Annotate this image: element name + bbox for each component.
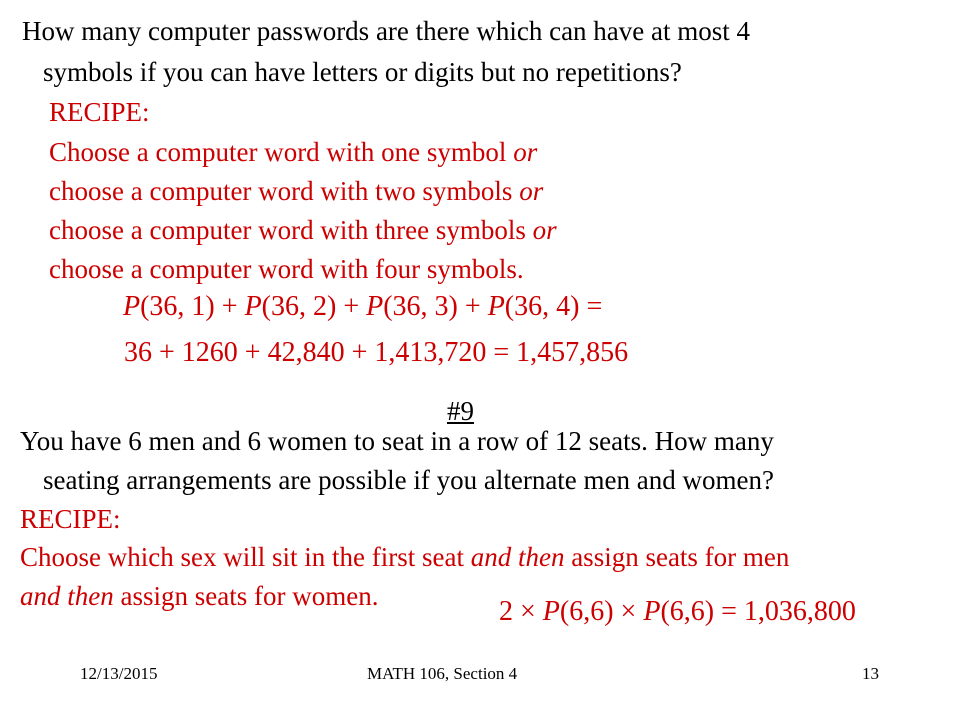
recipe-2-line-2 (20, 583, 378, 610)
recipe-2-line-1-a: Choose which sex will sit in the first seat (20, 542, 471, 572)
formula-2 (499, 598, 856, 626)
recipe-1-line-2 (49, 178, 543, 205)
question-1-line-2: symbols if you can have letters or digits but no repetitions? (43, 57, 682, 87)
recipe-1-line-2-text: choose a computer word with two symbols (49, 176, 513, 206)
formula-1-result: 36 + 1260 + 42,840 + 1,413,720 = 1,457,856 (124, 337, 629, 368)
formula-1-p3: P (366, 291, 384, 322)
footer-page-number: 13 (862, 664, 879, 683)
recipe-2-line-2-b: assign seats for women. (113, 581, 379, 611)
recipe-1-line-4 (49, 256, 524, 283)
formula-1-term-4: (36, 4) = (504, 291, 603, 322)
recipe-1-line-3 (49, 217, 557, 244)
recipe-1-line-4-text: choose a computer word with four symbols. (49, 254, 524, 284)
formula-2-p1: P (542, 596, 560, 627)
recipe-1-line-3-text: choose a computer word with three symbols (49, 215, 526, 245)
formula-1-term-3: (36, 3) + (383, 291, 488, 322)
formula-1 (123, 293, 602, 321)
problem-number: #9 (447, 396, 474, 426)
recipe-1-line-2-conj: or (519, 176, 544, 206)
recipe-1-line-3-conj: or (532, 215, 557, 245)
recipe-1-line-1-text: Choose a computer word with one symbol (49, 137, 507, 167)
formula-1-term-1: (36, 1) + (140, 291, 245, 322)
formula-2-b: (6,6) × (559, 596, 644, 627)
formula-1-p4: P (487, 291, 505, 322)
formula-2-c: (6,6) = 1,036,800 (660, 596, 856, 627)
recipe-2-line-1 (20, 544, 789, 571)
recipe-1-line-1-conj: or (513, 137, 538, 167)
recipe-2-line-1-b: and then (470, 542, 565, 572)
recipe-2-line-1-c: assign seats for men (564, 542, 790, 572)
formula-1-p1: P (123, 291, 141, 322)
question-2-line-1: You have 6 men and 6 women to seat in a row of 12 seats. How many (20, 426, 774, 456)
question-2-line-2: seating arrangements are possible if you alternate men and women? (43, 465, 774, 495)
recipe-1-heading: RECIPE: (49, 97, 150, 127)
recipe-2-heading: RECIPE: (20, 504, 121, 534)
formula-1-term-2: (36, 2) + (261, 291, 367, 322)
recipe-1-line-1 (49, 139, 537, 166)
footer-course: MATH 106, Section 4 (367, 664, 518, 683)
footer-date: 12/13/2015 (80, 664, 158, 683)
formula-2-a: 2 × (499, 596, 543, 627)
formula-2-p2: P (643, 596, 661, 627)
formula-1-p2: P (244, 291, 262, 322)
recipe-2-line-2-a: and then (20, 581, 114, 611)
question-1-line-1: How many computer passwords are there which can have at most 4 (22, 16, 751, 46)
